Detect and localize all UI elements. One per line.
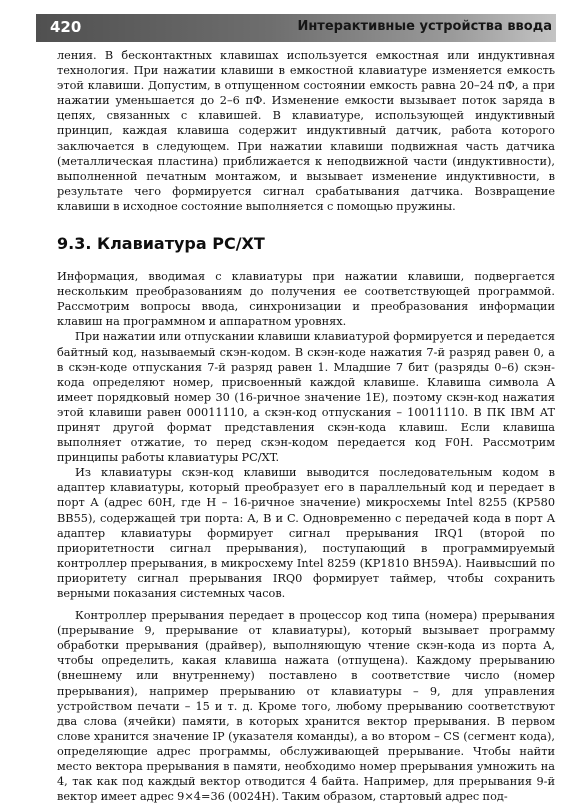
paragraph-adapter: Из клавиатуры скэн-код клавиши выводится последовательным кодом в адаптер клавиатуры, который преобразует его в параллельный код и передает в порт A (адрес 60H, где H – 16-ричное значение) микросхемы Intel 8255 (КР580 ВВ55), содержащей три порта: A, B и C. Одновременно с передачей кода в порт A адаптер клавиатуры формирует сигнал прерывания IRQ1 (второй по приоритетности сигнал прерывания), поступающий в программируемый контроллер прерывания, в микросхему Intel 8259 (КР1810 ВН59А). Наивысший по приоритету сигнал прерывания IRQ0 формирует таймер, чтобы сохранить верными показания системных часов. xyxy=(57,466,555,600)
paragraph-intro: Информация, вводимая с клавиатуры при нажатии клавиши, подвергается нескольким преобразованиям до получения ее соответствующей программой. Рассмотрим вопросы ввода, синхронизации и преобразования информации клавиш на программном и аппаратном уровнях. xyxy=(57,270,555,329)
section-heading: 9.3. Клавиатура PC/XT xyxy=(57,234,265,254)
page-number: 420 xyxy=(50,18,82,36)
paragraph-scan-code: При нажатии или отпускании клавиши клавиатурой формируется и передается байтный код, называемый скэн-кодом. В скэн-коде нажатия 7-й разряд равен 0, а в скэн-коде отпускания 7-й разряд равен 1. Младшие 7 бит (разряды 0–6) скэн-кода определяют номер, присвоенный каждой клавише. Клавиша символа A имеет порядковый номер 30 (16-ричное значение 1E), поэтому скэн-код нажатия этой клавиши равен 00011110, а скэн-код отпускания – 10011110. В ПК IBM AT принят другой формат представления скэн-кода клавиш. Если клавиша выполняет отжатие, то перед скэн-кодом передается код F0H. Рассмотрим принципы работы клавиатуры PC/XT. xyxy=(57,330,555,465)
paragraph-gap xyxy=(57,601,555,608)
page-header xyxy=(36,14,556,42)
paragraph-interrupt-controller: Контроллер прерывания передает в процессор код типа (номера) прерывания (прерывание 9, прерывание от клавиатуры), который вызывает программу обработки прерывания (драйвер), выполняющую чтение скэн-кода из порта A, чтобы определить, какая клавиша нажата (отпущена). Каждому прерыванию (внешнему или внутреннему) поставлено в соответствие число (номер прерывания), например прерыванию от клавиатуры – 9, для управления устройством печати – 15 и т. д. Кроме того, любому прерыванию соответствуют два слова (ячейки) памяти, в которых хранится вектор прерывания. В первом слове хранится значение IP (указателя команды), а во втором – CS (сегмент кода), определяющие адрес программы, обслуживающей прерывание. Чтобы найти место вектора прерывания в памяти, необходимо номер прерывания умножить на 4, так как под каждый вектор отводится 4 байта. Например, для прерывания 9-й вектор имеет адрес 9×4=36 (0024H). Таким образом, стартовый адрес под- xyxy=(57,609,555,804)
running-title: Интерактивные устройства ввода xyxy=(297,19,552,34)
paragraph-continued: ления. В бесконтактных клавишах используется емкостная или индуктивная технология. При нажатии клавиши в емкостной клавиатуре изменяется емкость этой клавиши. Допустим, в отпущенном состоянии емкость равна 20–24 пФ, а при нажатии уменьшается до 2–6 пФ. Изменение емкости вызывает поток заряда в цепях, связанных с клавишей. В клавиатуре, использующей индуктивный принцип, каждая клавиша содержит индуктивный датчик, работа которого заключается в следующем. При нажатии клавиши подвижная часть датчика (металлическая пластина) приближается к неподвижной части (индуктивности), выполненной печатным монтажом, и вызывает изменение индуктивности, в результате чего формируется сигнал срабатывания датчика. Возвращение клавиши в исходное состояние выполняется с помощью пружины. xyxy=(57,49,555,213)
page-body xyxy=(57,48,555,804)
